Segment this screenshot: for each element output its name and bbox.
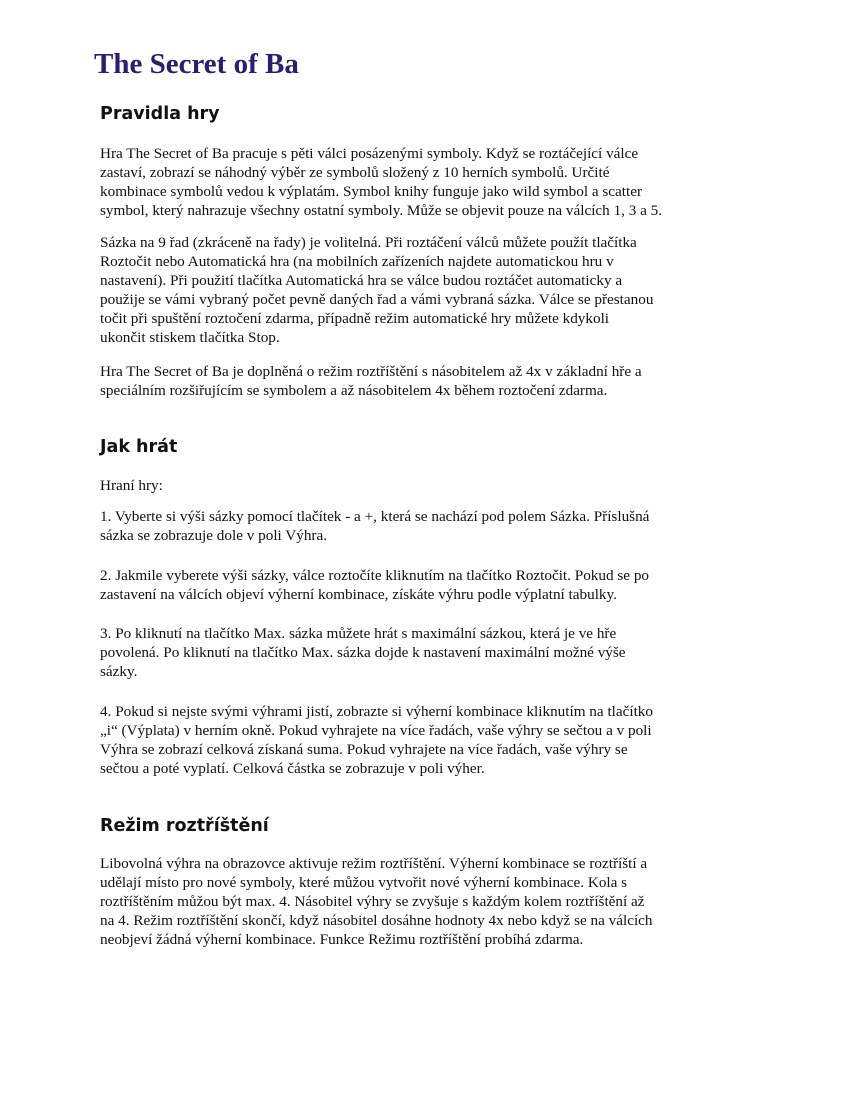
list-item <box>100 566 649 604</box>
paragraph <box>100 854 653 949</box>
section-heading-how-to-play: Jak hrát <box>100 437 178 457</box>
text-line: udělají místo pro nové symboly, které můžou vytvořit nové výherní kombinace. Kola s <box>100 874 628 891</box>
list-item <box>100 624 626 681</box>
section-heading-shatter-mode: Režim roztříštění <box>100 816 269 836</box>
text-line: Hra The Secret of Ba pracuje s pěti válci posázenými symboly. Když se roztáčející válce <box>100 145 639 162</box>
text-line: neobjeví žádná výherní kombinace. Funkce Režimu roztříštění probíhá zdarma. <box>100 931 584 948</box>
paragraph <box>100 233 653 347</box>
list-item <box>100 702 653 778</box>
text-line: ukončit stiskem tlačítka Stop. <box>100 329 280 346</box>
text-line: na 4. Režim roztříštění skončí, když násobitel dosáhne hodnoty 4x nebo když se na válcích <box>100 912 653 929</box>
paragraph <box>100 362 642 400</box>
text-line: povolená. Po kliknutí na tlačítko Max. sázka dojde k nastavení maximální možné výše <box>100 644 626 661</box>
text-line: zastavení na válcích objeví výherní kombinace, získáte výhru podle výplatní tabulky. <box>100 586 617 603</box>
text-line: 4. Pokud si nejste svými výhrami jistí, zobrazte si výherní kombinace kliknutím na tlačítko <box>100 703 653 720</box>
text-line: Hraní hry: <box>100 477 163 494</box>
text-line: roztříštěním můžou být max. 4. Násobitel výhry se zvyšuje s každým kolem roztříštění až <box>100 893 645 910</box>
list-item <box>100 507 649 545</box>
text-line: 3. Po kliknutí na tlačítko Max. sázka můžete hrát s maximální sázkou, která je ve hře <box>100 625 617 642</box>
text-line: sečtou a poté vyplatí. Celková částka se zobrazuje v poli výher. <box>100 760 485 777</box>
section-heading-rules: Pravidla hry <box>100 104 220 124</box>
text-line: Roztočit nebo Automatická hra (na mobilních zařízeních najdete automatickou hru v <box>100 253 614 270</box>
text-line: sázky. <box>100 663 138 680</box>
text-line: 1. Vyberte si výši sázky pomocí tlačítek - a +, která se nachází pod polem Sázka. Příslušná <box>100 508 650 525</box>
paragraph <box>100 476 163 495</box>
text-line: zastaví, zobrazí se náhodný výběr ze symbolů složený z 10 herních symbolů. Určité <box>100 164 610 181</box>
text-line: „i“ (Výplata) v herním okně. Pokud vyhrajete na více řadách, vaše výhry se sečtou a v poli <box>100 722 652 739</box>
text-line: Sázka na 9 řad (zkráceně na řady) je volitelná. Při roztáčení válců můžete použít tlačítka <box>100 234 637 251</box>
text-line: točit při spuštění roztočení zdarma, případně režim automatické hry můžete kdykoli <box>100 310 610 327</box>
document-title: The Secret of Ba <box>94 48 299 80</box>
text-line: použije se vámi vybraný počet pevně daných řad a vámi vybraná sázka. Válce se přestanou <box>100 291 654 308</box>
text-line: sázka se zobrazuje dole v poli Výhra. <box>100 527 328 544</box>
text-line: 2. Jakmile vyberete výši sázky, válce roztočíte kliknutím na tlačítko Roztočit. Pokud se po <box>100 567 650 584</box>
text-line: kombinace symbolů vedou k výplatám. Symbol knihy funguje jako wild symbol a scatter <box>100 183 643 200</box>
text-line: Libovolná výhra na obrazovce aktivuje režim roztříštění. Výherní kombinace se roztříští a <box>100 855 648 872</box>
text-line: symbol, který nahrazuje všechny ostatní symboly. Může se objevit pouze na válcích 1, 3 a 5. <box>100 202 663 219</box>
text-line: Hra The Secret of Ba je doplněná o režim roztříštění s násobitelem až 4x v základní hře a <box>100 363 642 380</box>
text-line: speciálním rozšiřujícím se symbolem a až násobitelem 4x během roztočení zdarma. <box>100 382 608 399</box>
text-line: Výhra se zobrazí celková získaná suma. Pokud vyhrajete na více řadách, vaše výhry se <box>100 741 628 758</box>
paragraph <box>100 144 662 220</box>
text-line: nastavení). Při použití tlačítka Automatická hra se válce budou roztáčet automaticky a <box>100 272 623 289</box>
